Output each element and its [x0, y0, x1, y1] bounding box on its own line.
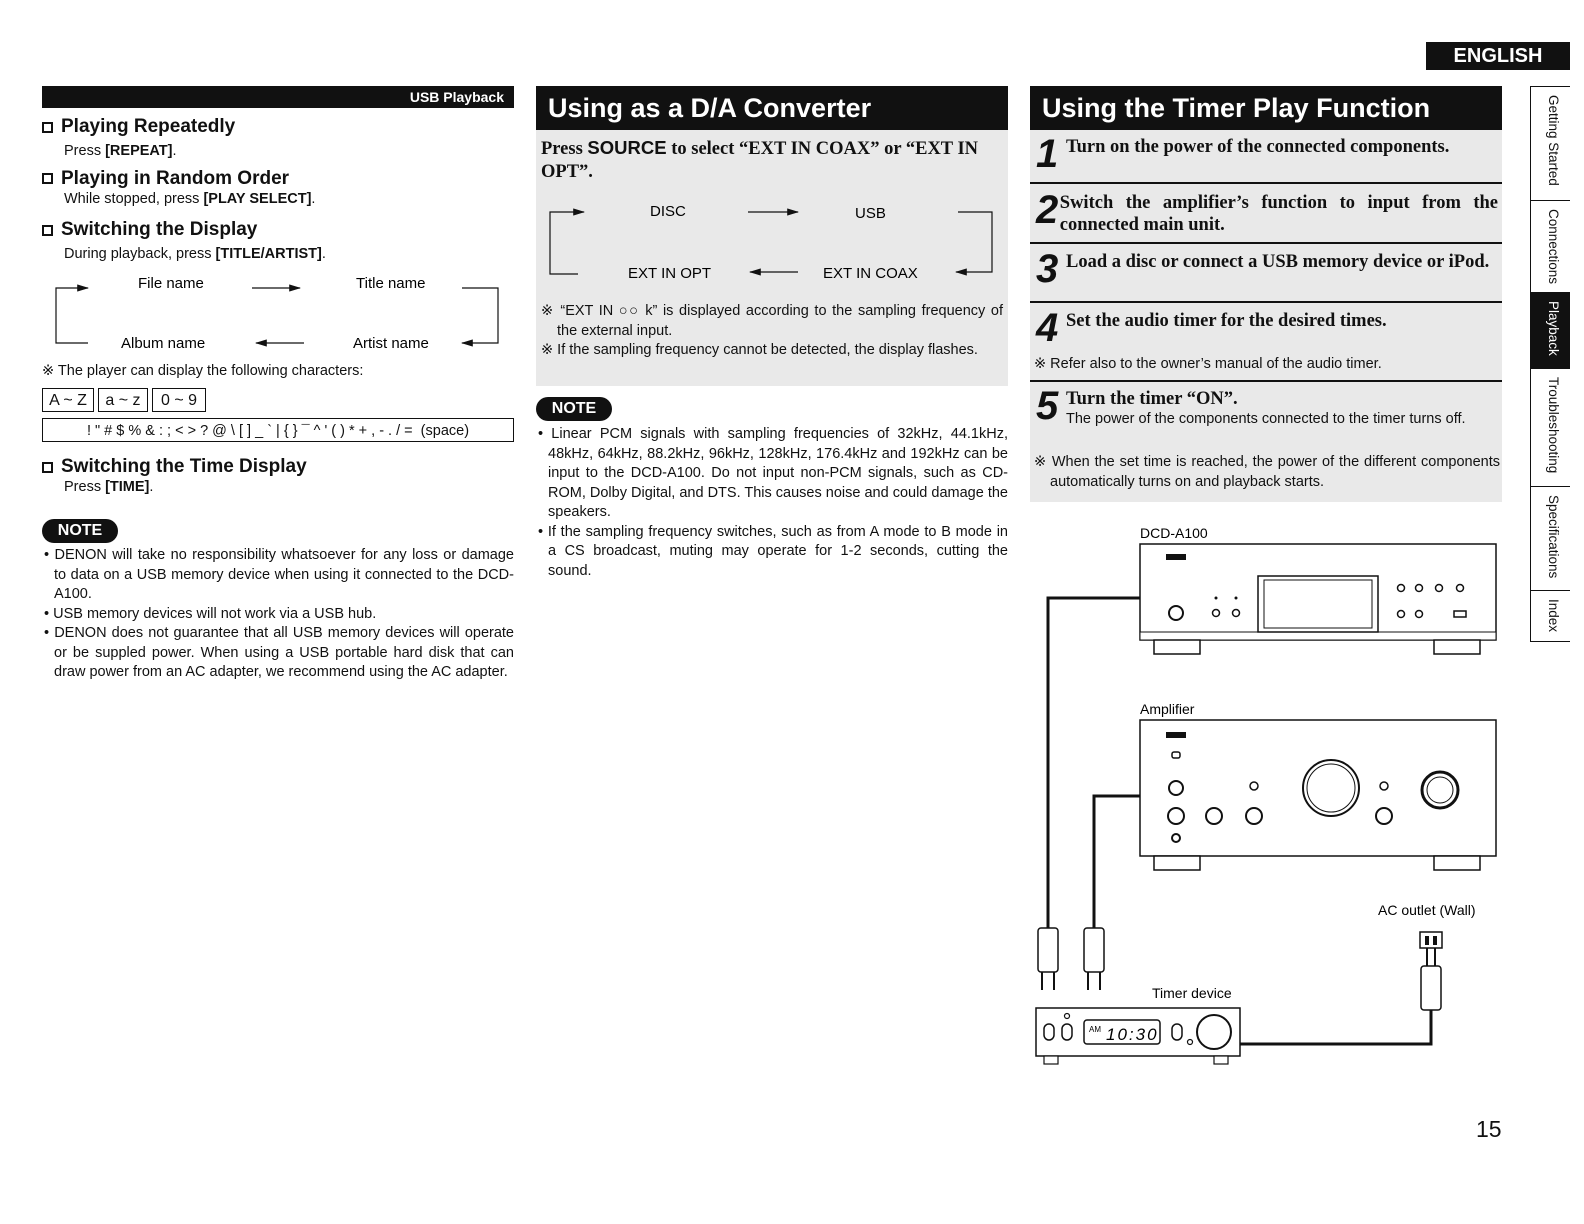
- tab-label: Index: [1546, 599, 1561, 633]
- cycle-title-name: Title name: [356, 275, 426, 292]
- middle-notes: [536, 425, 1008, 581]
- text: While stopped, press: [64, 190, 204, 207]
- da-ref-notes: [541, 302, 1003, 361]
- checkbox-icon: [42, 225, 53, 236]
- step-number: 5: [1036, 384, 1059, 428]
- heading-random: [42, 168, 514, 190]
- tab-label: Getting Started: [1546, 95, 1561, 186]
- step-4: [1036, 306, 1498, 350]
- note-badge: NOTE: [536, 397, 612, 421]
- timer-connection-diagram: [1030, 520, 1510, 1080]
- step-desc: The power of the components connected to the timer turns off.: [1066, 411, 1466, 427]
- label-ac-outlet: AC outlet (Wall): [1378, 902, 1476, 918]
- chars-digits: 0 ~ 9: [152, 388, 206, 412]
- note-item: • USB memory devices will not work via a USB hub.: [44, 605, 377, 622]
- note-item: • Linear PCM signals with sampling frequencies of 32kHz, 44.1kHz, 48kHz, 64kHz, 88.2kHz, 96kHz, 128kHz, 176.4kHz and 192kHz can be input to the DCD-A100. Do not input non-PCM signals, such as CD-ROM, Dolby Digital, and DTS. This causes noise and could damage the speakers.: [538, 426, 1008, 520]
- step-text: Set the audio timer for the desired times.: [1066, 311, 1387, 331]
- time-section: [42, 456, 514, 498]
- language-label: ENGLISH: [1426, 42, 1570, 70]
- ref-note: ※ “EXT IN ○○ k” is displayed according to the sampling frequency of the external input.: [541, 303, 1003, 339]
- checkbox-icon: [42, 173, 53, 184]
- amp-power-cable: [1094, 796, 1140, 920]
- step-text: Load a disc or connect a USB memory device or iPod.: [1066, 252, 1490, 272]
- tab-label: Connections: [1546, 209, 1561, 285]
- step-3: [1036, 247, 1498, 291]
- repeat-instruction: [64, 142, 514, 162]
- step4-note: ※ Refer also to the owner’s manual of the audio timer.: [1034, 356, 1382, 372]
- step-text: Turn the timer “ON”.: [1066, 389, 1238, 409]
- tab-playback[interactable]: [1530, 292, 1570, 368]
- step-divider: [1030, 301, 1502, 303]
- cycle-disc: DISC: [650, 203, 686, 220]
- heading-display: [42, 219, 514, 241]
- cycle-album-name: Album name: [121, 335, 206, 352]
- text: .: [172, 143, 177, 159]
- checkbox-icon: [42, 122, 53, 133]
- plug-icon: [1084, 920, 1104, 990]
- left-column: [42, 116, 514, 265]
- plug-icon: [1038, 920, 1058, 990]
- cycle-artist-name: Artist name: [353, 335, 429, 352]
- step-divider: [1030, 380, 1502, 382]
- random-instruction: [64, 190, 514, 210]
- section-header: USB Playback: [42, 86, 514, 108]
- note-item: • If the sampling frequency switches, such as from A mode to B mode in a CS broadcast, muting may operate for 1-2 seconds, cutting the sound.: [538, 523, 1008, 579]
- tab-troubleshooting[interactable]: [1530, 368, 1570, 486]
- chars-note: ※ The player can display the following characters:: [42, 363, 364, 379]
- step-text: Switch the amplifier’s function to input from the connected main unit.: [1059, 193, 1498, 235]
- left-notes: [42, 546, 514, 683]
- cycle-arrow: [462, 288, 498, 343]
- cycle-usb: USB: [855, 205, 886, 222]
- text: .: [321, 246, 326, 262]
- step-divider: [1030, 242, 1502, 244]
- chars-uppercase: A ~ Z: [42, 388, 94, 412]
- cycle-ext-opt: EXT IN OPT: [628, 265, 712, 282]
- cycle-file-name: File name: [138, 275, 204, 292]
- timer-title: Using the Timer Play Function: [1030, 86, 1502, 130]
- heading-time: [42, 456, 514, 478]
- text: Press: [64, 479, 106, 495]
- da-instruction: [541, 136, 1005, 184]
- text: During playback, press: [64, 246, 216, 262]
- step-number: 2: [1036, 188, 1059, 232]
- timer-am-indicator: AM: [1089, 1025, 1101, 1034]
- tab-label: Troubleshooting: [1546, 377, 1561, 474]
- tab-connections[interactable]: [1530, 200, 1570, 292]
- step-number: 4: [1036, 306, 1059, 350]
- tab-getting-started[interactable]: [1530, 86, 1570, 200]
- display-cycle-diagram: [42, 268, 514, 358]
- key-label: [TIME]: [105, 479, 150, 495]
- key-label: [PLAY SELECT]: [203, 190, 312, 207]
- note-item: • DENON will take no responsibility whatsoever for any loss or damage to data on a USB memory device when using it connected to the DCD-A100.: [44, 547, 514, 602]
- step-number: 3: [1036, 247, 1059, 291]
- tab-label: Specifications: [1546, 495, 1561, 579]
- timer-power-cable: [1240, 1010, 1431, 1044]
- step-2: [1036, 188, 1498, 236]
- da-converter-title: Using as a D/A Converter: [536, 86, 1008, 130]
- tab-index[interactable]: [1530, 590, 1570, 642]
- text: Press: [64, 143, 106, 159]
- heading-repeat: [42, 116, 514, 138]
- note-item: • DENON does not guarantee that all USB memory devices will operate or be suppled power. When using a USB portable hard disk that can draw power from an AC adapter, we recommend using the AC adapter.: [44, 625, 514, 680]
- text: to select “EXT IN COAX” or “EXT IN OPT”.: [541, 139, 978, 182]
- step-text: Turn on the power of the connected components.: [1066, 137, 1450, 157]
- text: Press: [541, 139, 588, 159]
- key-label: [TITLE/ARTIST]: [215, 246, 322, 262]
- label-timer-device: Timer device: [1152, 985, 1232, 1001]
- ac-outlet-illustration: [1420, 932, 1442, 1010]
- heading-text: Playing Repeatedly: [61, 116, 236, 137]
- chars-lowercase: a ~ z: [98, 388, 148, 412]
- tab-label: Playback: [1546, 301, 1561, 356]
- page-number: 15: [1476, 1116, 1502, 1142]
- cycle-arrow: [56, 288, 88, 343]
- step5-note: ※ When the set time is reached, the power of the different components automatically turns on and playback starts.: [1034, 454, 1500, 490]
- source-cycle-diagram: [536, 196, 1008, 288]
- key-label: SOURCE: [587, 137, 667, 158]
- cycle-ext-coax: EXT IN COAX: [823, 265, 918, 282]
- label-cd-player: DCD-A100: [1140, 525, 1208, 541]
- note-badge: NOTE: [42, 519, 118, 543]
- text: .: [311, 190, 316, 207]
- cycle-arrow: [956, 212, 992, 272]
- step-divider: [1030, 182, 1502, 184]
- step-number: 1: [1036, 132, 1059, 176]
- cycle-arrow: [550, 212, 584, 274]
- text: .: [149, 479, 154, 495]
- ref-note: ※ If the sampling frequency cannot be detected, the display flashes.: [541, 342, 978, 358]
- heading-text: Switching the Time Display: [61, 456, 307, 477]
- heading-text: Playing in Random Order: [61, 167, 290, 189]
- amplifier-illustration: [1140, 720, 1496, 870]
- step-1: [1036, 132, 1498, 176]
- chars-symbols: ! " # $ % & : ; < > ? @ \ [ ] _ ` | { } ¯ ^ ' ( ) * + , - . / = (space): [42, 418, 514, 442]
- tab-specifications[interactable]: [1530, 486, 1570, 590]
- timer-display: 10:30: [1106, 1025, 1159, 1044]
- heading-text: Switching the Display: [61, 219, 258, 240]
- display-instruction: [64, 245, 514, 265]
- time-instruction: [64, 478, 514, 498]
- key-label: [REPEAT]: [105, 143, 173, 159]
- cd-player-illustration: [1140, 544, 1496, 654]
- step-5: [1036, 384, 1498, 430]
- checkbox-icon: [42, 462, 53, 473]
- label-amplifier: Amplifier: [1140, 701, 1195, 717]
